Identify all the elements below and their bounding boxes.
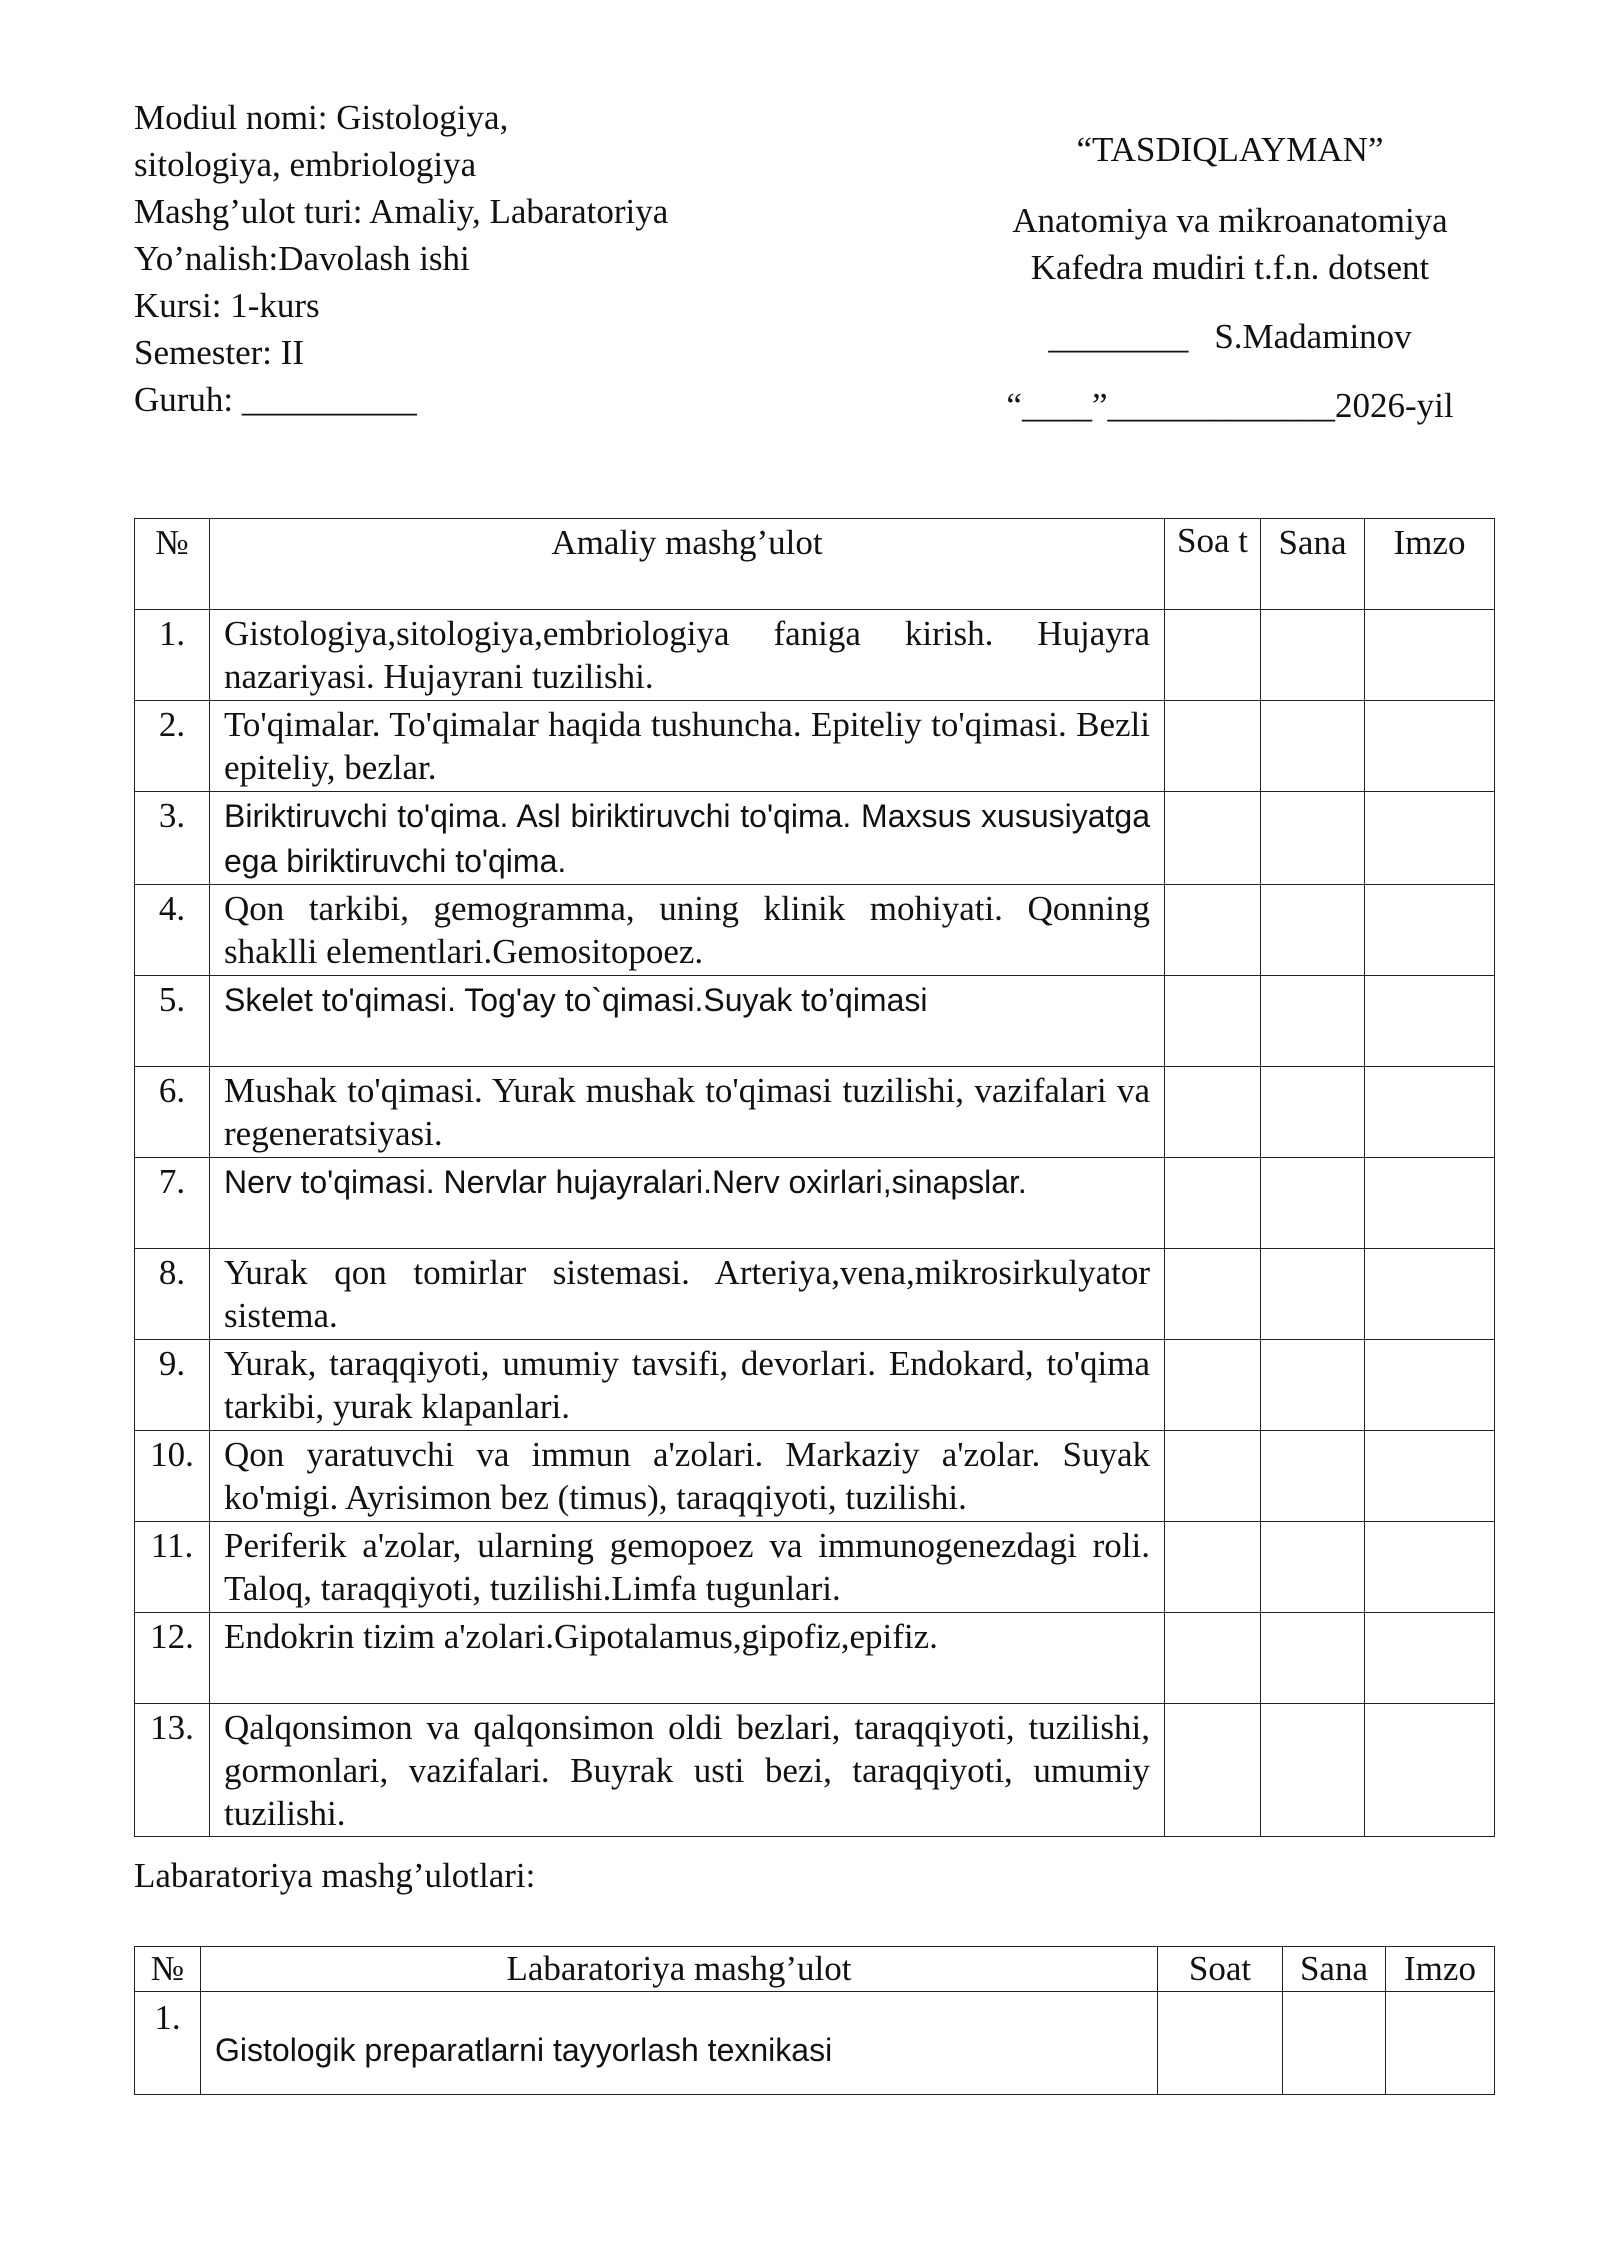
- col-signature: Imzo: [1386, 1947, 1495, 1992]
- row-number: 3.: [135, 792, 210, 885]
- approval-date: “____”_____________2026-yil: [1006, 386, 1454, 425]
- date-cell[interactable]: [1261, 1249, 1365, 1340]
- row-number: 10.: [135, 1431, 210, 1522]
- row-number: 1.: [135, 1992, 201, 2095]
- col-number: №: [135, 519, 210, 610]
- signature-cell[interactable]: [1365, 1431, 1495, 1522]
- signature-cell[interactable]: [1365, 885, 1495, 976]
- row-topic: Qon yaratuvchi va immun a'zolari. Markaziy a'zolar. Suyak ko'migi. Ayrisimon bez (timus), taraqqiyoti, tuzilishi.: [210, 1431, 1165, 1522]
- signature-cell[interactable]: [1365, 976, 1495, 1067]
- signature-cell[interactable]: [1365, 1613, 1495, 1704]
- table-row: [135, 1067, 1495, 1158]
- hours-cell[interactable]: [1165, 1522, 1261, 1613]
- signature-cell[interactable]: [1365, 1067, 1495, 1158]
- hours-cell[interactable]: [1165, 1249, 1261, 1340]
- table-row: [135, 792, 1495, 885]
- table-header-row: [135, 519, 1495, 610]
- col-signature: Imzo: [1365, 519, 1495, 610]
- signature-cell[interactable]: [1386, 1992, 1495, 2095]
- signature-cell[interactable]: [1365, 1704, 1495, 1837]
- date-cell[interactable]: [1261, 1067, 1365, 1158]
- hours-cell[interactable]: [1165, 1431, 1261, 1522]
- date-cell[interactable]: [1261, 1158, 1365, 1249]
- signature-blank: ________: [1048, 317, 1189, 356]
- date-cell[interactable]: [1261, 1613, 1365, 1704]
- practical-table: [134, 518, 1495, 1837]
- hours-cell[interactable]: [1158, 1992, 1283, 2095]
- row-number: 2.: [135, 701, 210, 792]
- table-row: [135, 885, 1495, 976]
- row-number: 13.: [135, 1704, 210, 1837]
- date-cell[interactable]: [1261, 1704, 1365, 1837]
- row-number: 5.: [135, 976, 210, 1067]
- hours-cell[interactable]: [1165, 701, 1261, 792]
- row-number: 8.: [135, 1249, 210, 1340]
- module-name-line2: sitologiya, embriologiya: [134, 145, 477, 184]
- signature-cell[interactable]: [1365, 1340, 1495, 1431]
- col-practical: Amaliy mashg’ulot: [210, 519, 1165, 610]
- row-topic: Yurak, taraqqiyoti, umumiy tavsifi, devorlari. Endokard, to'qima tarkibi, yurak klapanlari.: [210, 1340, 1165, 1431]
- col-hours: Soat: [1158, 1947, 1283, 1992]
- table-header-row: [135, 1947, 1495, 1992]
- direction: Yo’nalish:Davolash ishi: [134, 239, 470, 278]
- lab-table: [134, 1946, 1495, 2095]
- table-row: [135, 1613, 1495, 1704]
- course: Kursi: 1-kurs: [134, 286, 320, 325]
- col-date: Sana: [1283, 1947, 1386, 1992]
- date-cell[interactable]: [1261, 976, 1365, 1067]
- row-number: 11.: [135, 1522, 210, 1613]
- date-cell[interactable]: [1261, 610, 1365, 701]
- date-cell[interactable]: [1261, 1522, 1365, 1613]
- department: Anatomiya va mikroanatomiya: [1012, 201, 1448, 240]
- row-topic: Gistologik preparatlarni tayyorlash texnikasi: [201, 1992, 1158, 2095]
- row-topic: Biriktiruvchi to'qima. Asl biriktiruvchi to'qima. Maxsus xususiyatga ega biriktiruvchi to'qima.: [210, 792, 1165, 885]
- hours-cell[interactable]: [1165, 1067, 1261, 1158]
- group: Guruh: __________: [134, 380, 417, 419]
- table-row: [135, 1431, 1495, 1522]
- row-topic: Mushak to'qimasi. Yurak mushak to'qimasi tuzilishi, vazifalari va regeneratsiyasi.: [210, 1067, 1165, 1158]
- hours-cell[interactable]: [1165, 610, 1261, 701]
- row-number: 7.: [135, 1158, 210, 1249]
- row-topic: Qalqonsimon va qalqonsimon oldi bezlari, taraqqiyoti, tuzilishi, gormonlari, vazifalari. Buyrak usti bezi, taraqqiyoti, umumiy tuzilishi.: [210, 1704, 1165, 1837]
- col-lab: Labaratoriya mashg’ulot: [201, 1947, 1158, 1992]
- table-row: [135, 1704, 1495, 1837]
- table-row: [135, 1992, 1495, 2095]
- col-number: №: [135, 1947, 201, 1992]
- signature-cell[interactable]: [1365, 1522, 1495, 1613]
- date-cell[interactable]: [1283, 1992, 1386, 2095]
- date-cell[interactable]: [1261, 701, 1365, 792]
- signature-cell[interactable]: [1365, 792, 1495, 885]
- date-cell[interactable]: [1261, 792, 1365, 885]
- signature-name: S.Madaminov: [1214, 317, 1412, 356]
- hours-cell[interactable]: [1165, 792, 1261, 885]
- hours-cell[interactable]: [1165, 976, 1261, 1067]
- signature-cell[interactable]: [1365, 701, 1495, 792]
- row-number: 9.: [135, 1340, 210, 1431]
- hours-cell[interactable]: [1165, 885, 1261, 976]
- hours-cell[interactable]: [1165, 1340, 1261, 1431]
- row-topic: Qon tarkibi, gemogramma, uning klinik mohiyati. Qonning shaklli elementlari.Gemositopoez.: [210, 885, 1165, 976]
- row-number: 1.: [135, 610, 210, 701]
- table-row: [135, 1158, 1495, 1249]
- hours-cell[interactable]: [1165, 1704, 1261, 1837]
- col-hours: Soa t: [1165, 519, 1261, 610]
- hours-cell[interactable]: [1165, 1613, 1261, 1704]
- row-topic: Nerv to'qimasi. Nervlar hujayralari.Nerv oxirlari,sinapslar.: [210, 1158, 1165, 1249]
- signature-cell[interactable]: [1365, 1158, 1495, 1249]
- row-number: 6.: [135, 1067, 210, 1158]
- hours-cell[interactable]: [1165, 1158, 1261, 1249]
- col-date: Sana: [1261, 519, 1365, 610]
- row-topic: Yurak qon tomirlar sistemasi. Arteriya,vena,mikrosirkulyator sistema.: [210, 1249, 1165, 1340]
- lab-section-title: Labaratoriya mashg’ulotlari:: [134, 1856, 536, 1895]
- semester: Semester: II: [134, 333, 305, 372]
- table-row: [135, 1522, 1495, 1613]
- row-number: 12.: [135, 1613, 210, 1704]
- header-left-block: [134, 94, 754, 423]
- module-name-line1: Modiul nomi: Gistologiya,: [134, 98, 509, 137]
- approve-title: “TASDIQLAYMAN”: [1076, 130, 1384, 169]
- row-topic: To'qimalar. To'qimalar haqida tushuncha. Epiteliy to'qimasi. Bezli epiteliy, bezlar.: [210, 701, 1165, 792]
- lesson-type: Mashg’ulot turi: Amaliy, Labaratoriya: [134, 192, 669, 231]
- signature-line: [960, 313, 1500, 360]
- row-topic: Skelet to'qimasi. Tog'ay to`qimasi.Suyak to’qimasi: [210, 976, 1165, 1067]
- signature-cell[interactable]: [1365, 610, 1495, 701]
- row-topic: Endokrin tizim a'zolari.Gipotalamus,gipofiz,epifiz.: [210, 1613, 1165, 1704]
- date-cell[interactable]: [1261, 1431, 1365, 1522]
- row-topic: Gistologiya,sitologiya,embriologiya faniga kirish. Hujayra nazariyasi. Hujayrani tuzilishi.: [210, 610, 1165, 701]
- table-row: [135, 610, 1495, 701]
- table-row: [135, 701, 1495, 792]
- row-number: 4.: [135, 885, 210, 976]
- signature-cell[interactable]: [1365, 1249, 1495, 1340]
- date-cell[interactable]: [1261, 885, 1365, 976]
- department-head: Kafedra mudiri t.f.n. dotsent: [1030, 248, 1430, 287]
- table-row: [135, 1340, 1495, 1431]
- approval-block: [960, 126, 1500, 429]
- table-row: [135, 1249, 1495, 1340]
- row-topic: Periferik a'zolar, ularning gemopoez va immunogenezdagi roli. Taloq, taraqqiyoti, tuzilishi.Limfa tugunlari.: [210, 1522, 1165, 1613]
- date-cell[interactable]: [1261, 1340, 1365, 1431]
- table-row: [135, 976, 1495, 1067]
